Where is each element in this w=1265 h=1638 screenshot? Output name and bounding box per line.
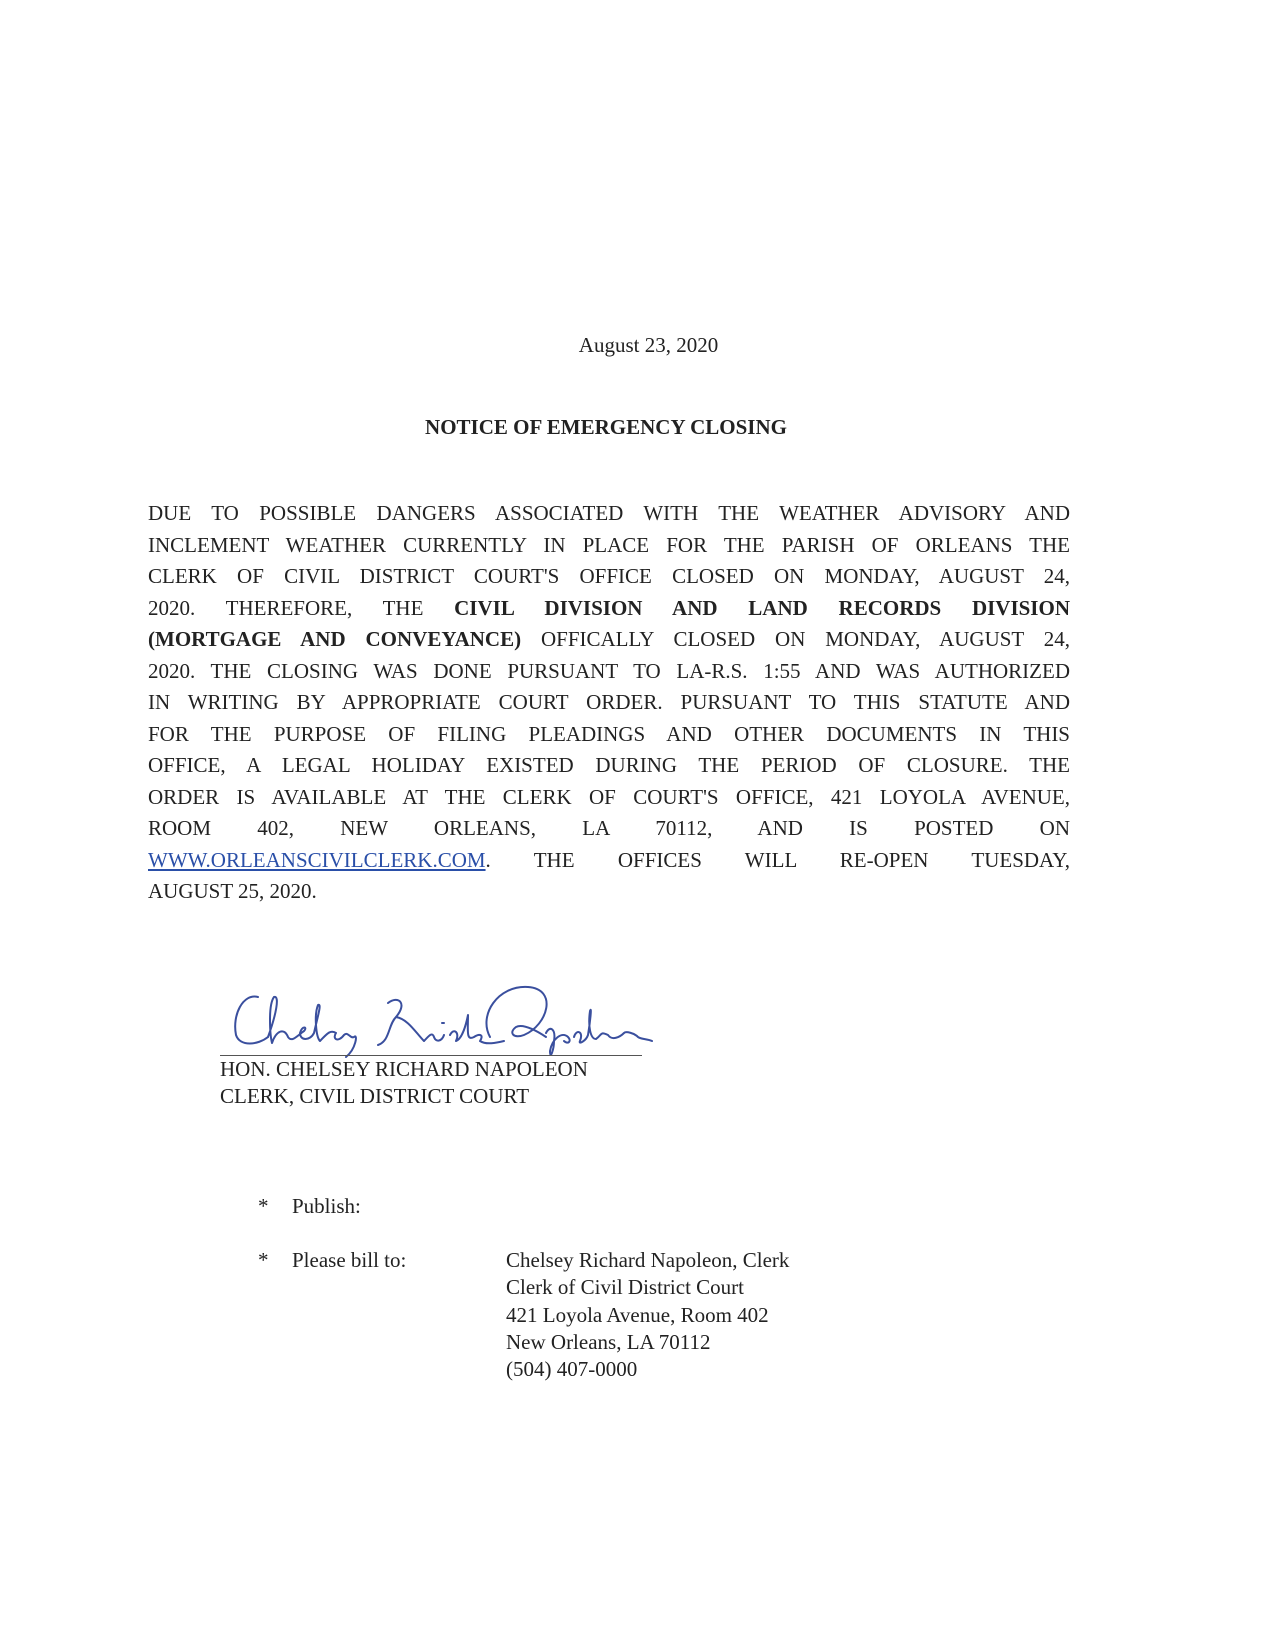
body-line: FOR THE PURPOSE OF FILING PLEADINGS AND OTHER DOCUMENTS IN THIS [148, 721, 1070, 746]
billing-address [506, 1247, 789, 1383]
body-bold-text: CIVIL DIVISION AND LAND RECORDS DIVISION [454, 595, 1070, 620]
body-line: OFFICE, A LEGAL HOLIDAY EXISTED DURING THE PERIOD OF CLOSURE. THE [148, 753, 1070, 777]
body-text: 2020. THEREFORE, THE [148, 595, 455, 620]
bullet-asterisk: * [258, 1248, 269, 1272]
body-line: 2020. THE CLOSING WAS DONE PURSUANT TO LA-R.S. 1:55 AND WAS AUTHORIZED [148, 658, 1070, 683]
signature [228, 975, 688, 1065]
body-text: . THE OFFICES WILL RE-OPEN TUESDAY, [485, 847, 1070, 872]
publish-label: Publish: [292, 1194, 361, 1218]
address-line: Chelsey Richard Napoleon, Clerk [506, 1248, 790, 1272]
billing-label: Please bill to: [292, 1248, 407, 1272]
body-bold-text: (MORTGAGE AND CONVEYANCE) [148, 627, 522, 651]
body-line: CLERK OF CIVIL DISTRICT COURT'S OFFICE CLOSED ON MONDAY, AUGUST 24, [148, 564, 1070, 588]
body-line: DUE TO POSSIBLE DANGERS ASSOCIATED WITH THE WEATHER ADVISORY AND [148, 501, 1070, 525]
notice-body [148, 498, 1070, 908]
address-line: (504) 407-0000 [506, 1357, 638, 1382]
body-line: IN WRITING BY APPROPRIATE COURT ORDER. PURSUANT TO THIS STATUTE AND [148, 690, 1070, 714]
address-line: Clerk of Civil District Court [506, 1275, 744, 1300]
body-line: INCLEMENT WEATHER CURRENTLY IN PLACE FOR THE PARISH OF ORLEANS THE [148, 532, 1070, 557]
body-line: ROOM 402, NEW ORLEANS, LA 70112, AND IS POSTED ON [148, 816, 1070, 840]
address-line: New Orleans, LA 70112 [506, 1329, 711, 1354]
website-link[interactable]: WWW.ORLEANSCIVILCLERK.COM [148, 847, 486, 872]
notice-date: August 23, 2020 [578, 333, 719, 357]
signatory-name: HON. CHELSEY RICHARD NAPOLEON [220, 1057, 588, 1081]
signatory-title: CLERK, CIVIL DISTRICT COURT [220, 1084, 530, 1108]
body-line [148, 845, 1070, 877]
body-line: AUGUST 25, 2020. [148, 879, 317, 903]
body-text: OFFICALLY CLOSED ON MONDAY, AUGUST 24, [521, 627, 1070, 651]
body-line: ORDER IS AVAILABLE AT THE CLERK OF COURT'S OFFICE, 421 LOYOLA AVENUE, [148, 784, 1070, 809]
signatory-block [220, 1056, 588, 1110]
address-line: 421 Loyola Avenue, Room 402 [506, 1302, 769, 1327]
body-line [148, 593, 1070, 625]
body-line [148, 624, 1070, 656]
notice-title: NOTICE OF EMERGENCY CLOSING [425, 415, 787, 439]
bullet-asterisk: * [258, 1194, 269, 1218]
